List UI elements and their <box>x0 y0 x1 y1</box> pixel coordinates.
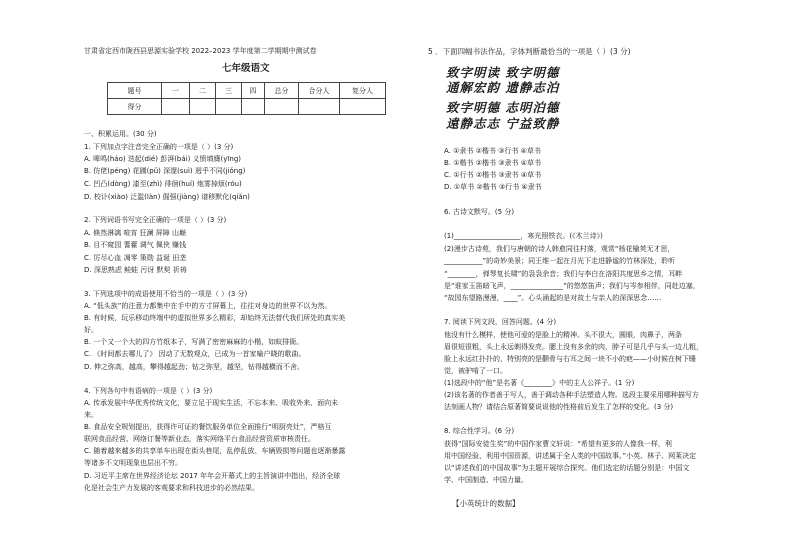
table-cell: 复分人 <box>340 83 386 99</box>
question-5: 5 ．下面四幅书法作品，字体判断最恰当的一项是（ ）(3 分) <box>428 47 631 56</box>
table-cell <box>162 99 190 115</box>
text-line: D. 伸之弥高，越高，攀得越起劲；钻之弥坚，越坚，钻得越横而不舍。 <box>84 363 304 371</box>
table-cell: 得分 <box>108 99 162 115</box>
text-line: D. 习近平主席在世界经济论坛 2017 年年会开幕式上的主旨演讲中指出，经济全球 <box>84 472 341 480</box>
calligraphy-line: 遠静志志 宁益致静 <box>446 116 560 131</box>
text-line: (2)该名著的作者善于写人，善于调动各种手法塑造人物。选段主要采用哪种描写方 <box>444 391 699 399</box>
table-cell: 四 <box>242 83 265 99</box>
text-line: 以“讲述我们的中国故事”为主题开展综合探究。他们选定的话题分别是：中国文 <box>444 464 690 472</box>
option-line: A. ①隶书 ②楷书 ③行书 ④草书 <box>444 147 541 155</box>
subject-title: 七年级语文 <box>222 63 270 74</box>
text-line: ___________”的奇妙美景；同王维一起在月光下走进静谧的竹林深处，聆听 <box>444 257 676 265</box>
table-cell <box>190 99 216 115</box>
table-cell <box>340 99 386 115</box>
text-line: 一、积累运用。(30 分) <box>84 130 157 138</box>
text-line: A. 倏然淋漓 喧宵 狂澜 屏障 山巅 <box>84 229 187 237</box>
text-line: 好。 <box>84 326 98 334</box>
text-line: 眉很短很粗，头上永远剃得发亮。腮上没有多余的肉，脖子可是几乎与头一边儿粗， <box>444 343 703 351</box>
text-line: C. 厉尽心血 凋零 策勋 益诞 田垄 <box>84 254 187 262</box>
question-8: 8. 综合性学习。(6 分) <box>444 427 515 435</box>
text-line: (1)选段中的“他”是名著《________》中的主人公祥子。(1 分) <box>444 379 635 387</box>
calligraphy-line: 通解宏韵 遗静志泊 <box>446 80 560 95</box>
text-line: B. 目不窥园 蓍藿 调气 佩侠 赚钱 <box>84 241 187 249</box>
table-row <box>108 99 386 115</box>
text-line: 4. 下列各句中有语病的一项是（ ）(3 分) <box>84 387 213 395</box>
text-line: 法刻画人物？请结合原著简要说说他的性格前后发生了怎样的变化。(3 分) <box>444 403 674 411</box>
score-table <box>107 82 386 115</box>
text-line: C. 《时间都去哪儿了》 因动了无数观众，已成为一首家喻户晓的歌曲。 <box>84 350 306 358</box>
table-cell: 一 <box>162 83 190 99</box>
table-cell <box>265 99 299 115</box>
text-line: “________，弹琴复长啸”的袅袅余音；我们与李白在洛阳共度思乡之情，耳畔 <box>444 270 683 278</box>
text-line: 2. 下列词语书写完全正确的一项是（ ）(3 分) <box>84 216 227 224</box>
question-7: 7. 阅读下列文段，回答问题。(4 分) <box>444 318 557 326</box>
table-cell: 三 <box>216 83 242 99</box>
calligraphy-line: 致字明读 致字明德 <box>446 65 560 80</box>
text-line: B. 仿佬(péng) 花圃(pǔ) 深邃(suì) 迥乎不同(jiǒng) <box>84 167 246 175</box>
exam-title: 甘肃省定西市陇西县思源实验学校 2022–2023 学年度第二学期期中测试卷 <box>84 47 317 55</box>
text-line: D. 深思熟虑 鲑蛙 污讶 默契 祈祷 <box>84 266 187 274</box>
text-line: 学、中国制造、中国力量。 <box>444 476 528 484</box>
option-line: C. ①行书 ②楷书 ③隶书 ④草书 <box>444 171 542 179</box>
text-line: 用中国经验、利用中国资源，讲述属于全人类的中国故事。”小英、林子、网莱决定 <box>444 452 697 460</box>
text-line: 联网食品经营、网络订餐等新业态，落实网络平台食品经营资质审核责任。 <box>84 435 315 443</box>
table-cell: 总分 <box>265 83 299 99</box>
text-line: 获得“国际安徒生奖”的中国作家曹文轩说：“希望有更多的人像我一样，利 <box>444 440 672 448</box>
text-line: (2)漫步古诗苑，我们与唐朝的诗人韩愈同往村落，观赏“杨花榆荚无才思， <box>444 245 675 253</box>
table-cell <box>216 99 242 115</box>
text-line: 觉，被驴啃了一口。 <box>444 367 507 375</box>
table-cell <box>299 99 340 115</box>
data-box-label: 【小英统计的数据】 <box>452 499 520 508</box>
table-cell: 合分人 <box>299 83 340 99</box>
table-cell <box>242 99 265 115</box>
text-line: 他没有什么模样，使他可爱的是脸上的精神。头不很大，圆眼，肉鼻子，两条 <box>444 331 682 339</box>
option-line: B. ①楷书 ②楷书 ③隶书 ④草书 <box>444 159 542 167</box>
text-line: 3. 下列选项中的成语使用不恰当的一项是（ ）(3 分) <box>84 290 248 298</box>
text-line: 等诸多不文明现象也层出不穷。 <box>84 459 182 467</box>
question-6: 6. 古诗文默写。(5 分) <box>444 208 515 216</box>
text-line: B. 有时候，玩乐移动终端中的虚拟世界多么精彩，却始终无法替代我们所处的真实美 <box>84 314 346 322</box>
text-line: B. 一个又一个大的四方竹纸本子，写满了密密麻麻的小楷，如蚁排衙。 <box>84 338 304 346</box>
text-line: A. 传承发展中华优秀传统文化，要立足于现实生活，不忘本来、吸收外来、面向未 <box>84 399 339 407</box>
text-line: 来。 <box>84 411 98 419</box>
text-line: D. 校讣(xiào) 泛滥(làn) 倔强(jiàng) 谱移默化(qiǎn) <box>84 193 250 201</box>
text-line: A. “低头族”的注意力都集中在手中的方寸屏幕上，往往对身边的世界不以为然。 <box>84 302 332 310</box>
table-cell: 题号 <box>108 83 162 99</box>
calligraphy-line: 致字明德 志明泊德 <box>446 100 560 115</box>
option-line: D. ①草书 ②楷书 ③行书 ④隶书 <box>444 183 542 191</box>
table-row <box>108 83 386 99</box>
text-line: 是“谁家玉笛暗飞声，_______________”的悠悠笛声；我们与岑参相伴，同赴边塞， <box>444 282 700 290</box>
text-line: (1)___________________，寒光照铁衣。(《木兰诗》) <box>444 232 603 240</box>
text-line: “故园东望路漫漫，____”。心头涌起的是对故土与亲人的深深思念…… <box>444 294 662 302</box>
text-line: A. 嗥鸣(háo) 迭起(dié) 彭湃(bái) 义愤填膺(yīng) <box>84 155 241 163</box>
text-line: B. 食品安全规划提出，获得许可证的餐饮服务单位全面推行“明厨亮灶”，严格互 <box>84 423 332 431</box>
text-line: 脸上永远红扑扑的，特别亮的是颧骨与右耳之间一块不小的疤——小时候在树下睡 <box>444 355 696 363</box>
text-line: C. 随着越来越多的共享单车出现在街头巷尾，乱停乱放、车辆毁损等问题也逐渐暴露 <box>84 447 346 455</box>
text-line: 化是社会生产力发展的客观要求和科技进步的必然结果。 <box>84 484 259 492</box>
table-cell: 二 <box>190 83 216 99</box>
text-line: C. 凹凸(dòng) 漆至(zhì) 徘徊(huí) 炮雾掉烦(róu) <box>84 180 242 188</box>
text-line: 1. 下列加点字注音完全正确的一项是（ ）(3 分) <box>84 143 234 151</box>
